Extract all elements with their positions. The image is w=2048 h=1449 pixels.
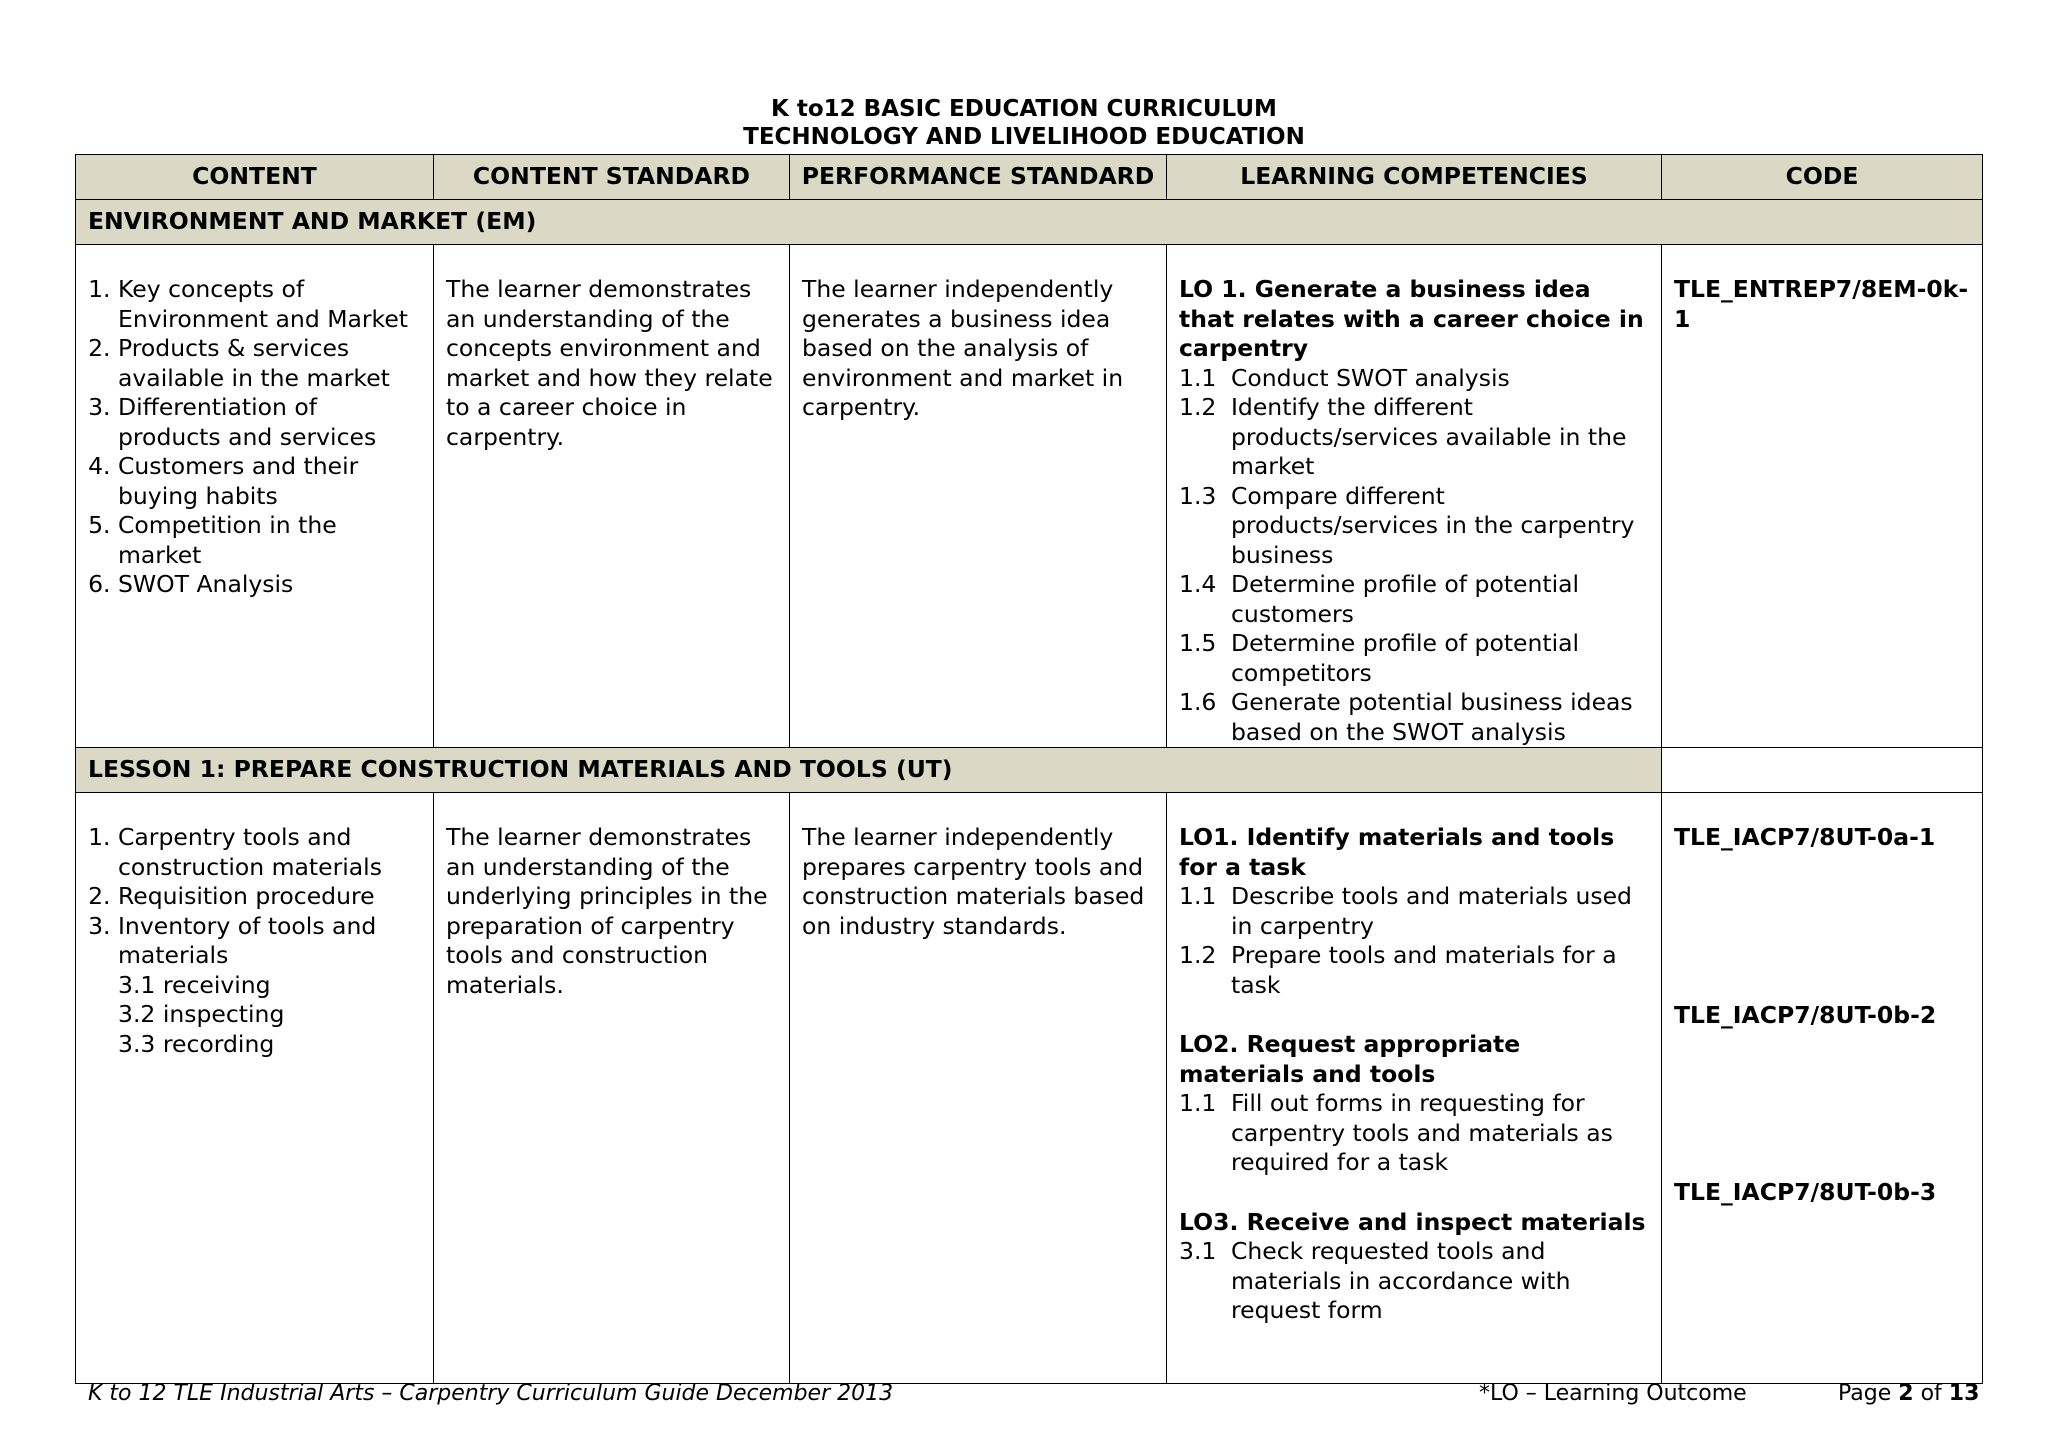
code-cell: TLE_ENTREP7/8EM-0k-1 (1662, 245, 1983, 748)
list-item: 4. Customers and their buying habits (118, 452, 421, 511)
list-item: 2. Requisition procedure (118, 882, 421, 912)
section-heading-row (76, 200, 1983, 245)
competency-number: 1.2 (1179, 393, 1217, 421)
spacer (1674, 853, 1970, 1001)
document-title (0, 95, 2048, 151)
page-total: 13 (1948, 1381, 1980, 1406)
competency-item (1179, 882, 1649, 941)
table-row (76, 245, 1983, 748)
content-cell (76, 245, 434, 748)
competency-item (1179, 482, 1649, 571)
list-item: 1. Key concepts of Environment and Market (118, 275, 421, 334)
performance-standard-cell: The learner independently generates a business idea based on the analysis of environment and market in carpentry. (790, 245, 1167, 748)
list-item (118, 912, 421, 1060)
competency-text: Conduct SWOT analysis (1231, 363, 1510, 392)
sub-list (118, 971, 421, 1060)
column-header-content: CONTENT (76, 155, 434, 200)
curriculum-table (75, 154, 1983, 1384)
competency-item (1179, 393, 1649, 482)
competency-number: 1.1 (1179, 882, 1217, 910)
table-row (76, 793, 1983, 1384)
competency-text: Generate potential business ideas based on the SWOT analysis (1231, 688, 1633, 746)
competency-text: Identify the different products/services available in the market (1231, 393, 1627, 480)
lo2-code: TLE_IACP7/8UT-0b-2 (1674, 1000, 1937, 1029)
column-header-content-standard: CONTENT STANDARD (434, 155, 790, 200)
sub-list-item: 3.3 recording (118, 1029, 275, 1058)
column-header-code: CODE (1662, 155, 1983, 200)
lo-title: LO 1. Generate a business idea that relates with a career choice in carpentry (1179, 275, 1644, 362)
lo2-title: LO2. Request appropriate materials and tools (1179, 1030, 1521, 1088)
section-heading-empty-cell (1662, 748, 1983, 793)
competency-item (1179, 1089, 1649, 1178)
spacer (1179, 1000, 1649, 1030)
competency-number: 1.4 (1179, 570, 1217, 598)
lo1-title: LO1. Identify materials and tools for a task (1179, 823, 1615, 881)
section-heading-em: ENVIRONMENT AND MARKET (EM) (76, 200, 1983, 245)
performance-standard-cell: The learner independently prepares carpentry tools and construction materials based on industry standards. (790, 793, 1167, 1384)
competency-item (1179, 941, 1649, 1000)
section-heading-row (76, 748, 1983, 793)
content-standard-cell: The learner demonstrates an understanding of the concepts environment and market and how they relate to a career choice in carpentry. (434, 245, 790, 748)
list-item: 2. Products & services available in the market (118, 334, 421, 393)
page-number (1838, 1379, 1979, 1409)
sub-list-item: 3.2 inspecting (118, 1000, 285, 1028)
competency-number: 1.3 (1179, 481, 1217, 510)
column-header-performance-standard: PERFORMANCE STANDARD (790, 155, 1167, 200)
list-item: 1. Carpentry tools and construction materials (118, 823, 421, 882)
column-header-learning-competencies: LEARNING COMPETENCIES (1167, 155, 1662, 200)
table-header-row (76, 155, 1983, 200)
competency-text: Compare different products/services in the carpentry business (1231, 481, 1635, 569)
spacer (1674, 1030, 1970, 1178)
competency-item (1179, 570, 1649, 629)
competency-text: Describe tools and materials used in carpentry (1231, 882, 1632, 940)
content-standard-cell: The learner demonstrates an understanding of the underlying principles in the preparation of carpentry tools and construction materials. (434, 793, 790, 1384)
learning-competencies-cell (1167, 793, 1662, 1384)
competency-number: 1.1 (1179, 363, 1217, 392)
section-heading-lesson-1: LESSON 1: PREPARE CONSTRUCTION MATERIALS AND TOOLS (UT) (76, 748, 1662, 793)
competency-item (1179, 364, 1649, 394)
page-prefix: Page (1838, 1381, 1899, 1406)
competency-number: 1.5 (1179, 629, 1217, 657)
list-item: 3. Differentiation of products and services (118, 393, 421, 452)
lo1-code: TLE_IACP7/8UT-0a-1 (1674, 823, 1936, 851)
list-item-text: Inventory of tools and materials (118, 911, 377, 969)
sub-list-item: 3.1 receiving (118, 970, 271, 999)
competency-item (1179, 629, 1649, 688)
content-list (88, 275, 421, 600)
competency-number: 1.6 (1179, 688, 1217, 716)
competency-text: Check requested tools and materials in accordance with request form (1231, 1237, 1571, 1324)
title-line-1: K to12 BASIC EDUCATION CURRICULUM (771, 96, 1277, 122)
competency-number: 3.1 (1179, 1237, 1217, 1265)
page-current: 2 (1898, 1381, 1914, 1406)
competency-number: 1.2 (1179, 941, 1217, 969)
competency-text: Prepare tools and materials for a task (1231, 941, 1617, 999)
lo3-code: TLE_IACP7/8UT-0b-3 (1674, 1178, 1937, 1206)
list-item: 5. Competition in the market (118, 511, 421, 570)
competency-text: Determine profile of potential customers (1231, 570, 1580, 628)
content-cell (76, 793, 434, 1384)
content-list (88, 823, 421, 1059)
page-of: of (1913, 1381, 1949, 1406)
competency-text: Determine profile of potential competitors (1231, 629, 1580, 687)
footer-lo-note: *LO – Learning Outcome (1479, 1381, 1747, 1406)
learning-competencies-cell (1167, 245, 1662, 748)
spacer (1179, 1178, 1649, 1208)
footer-guide-title: K to 12 TLE Industrial Arts – Carpentry Curriculum Guide December 2013 (88, 1381, 894, 1406)
code-cell (1662, 793, 1983, 1384)
competency-item (1179, 688, 1649, 747)
competency-text: Fill out forms in requesting for carpentry tools and materials as required for a task (1231, 1089, 1613, 1176)
list-item: 6. SWOT Analysis (118, 570, 421, 600)
competency-item (1179, 1237, 1649, 1326)
competency-number: 1.1 (1179, 1089, 1217, 1117)
lo3-title: LO3. Receive and inspect materials (1179, 1207, 1646, 1236)
title-line-2: TECHNOLOGY AND LIVELIHOOD EDUCATION (743, 124, 1305, 150)
